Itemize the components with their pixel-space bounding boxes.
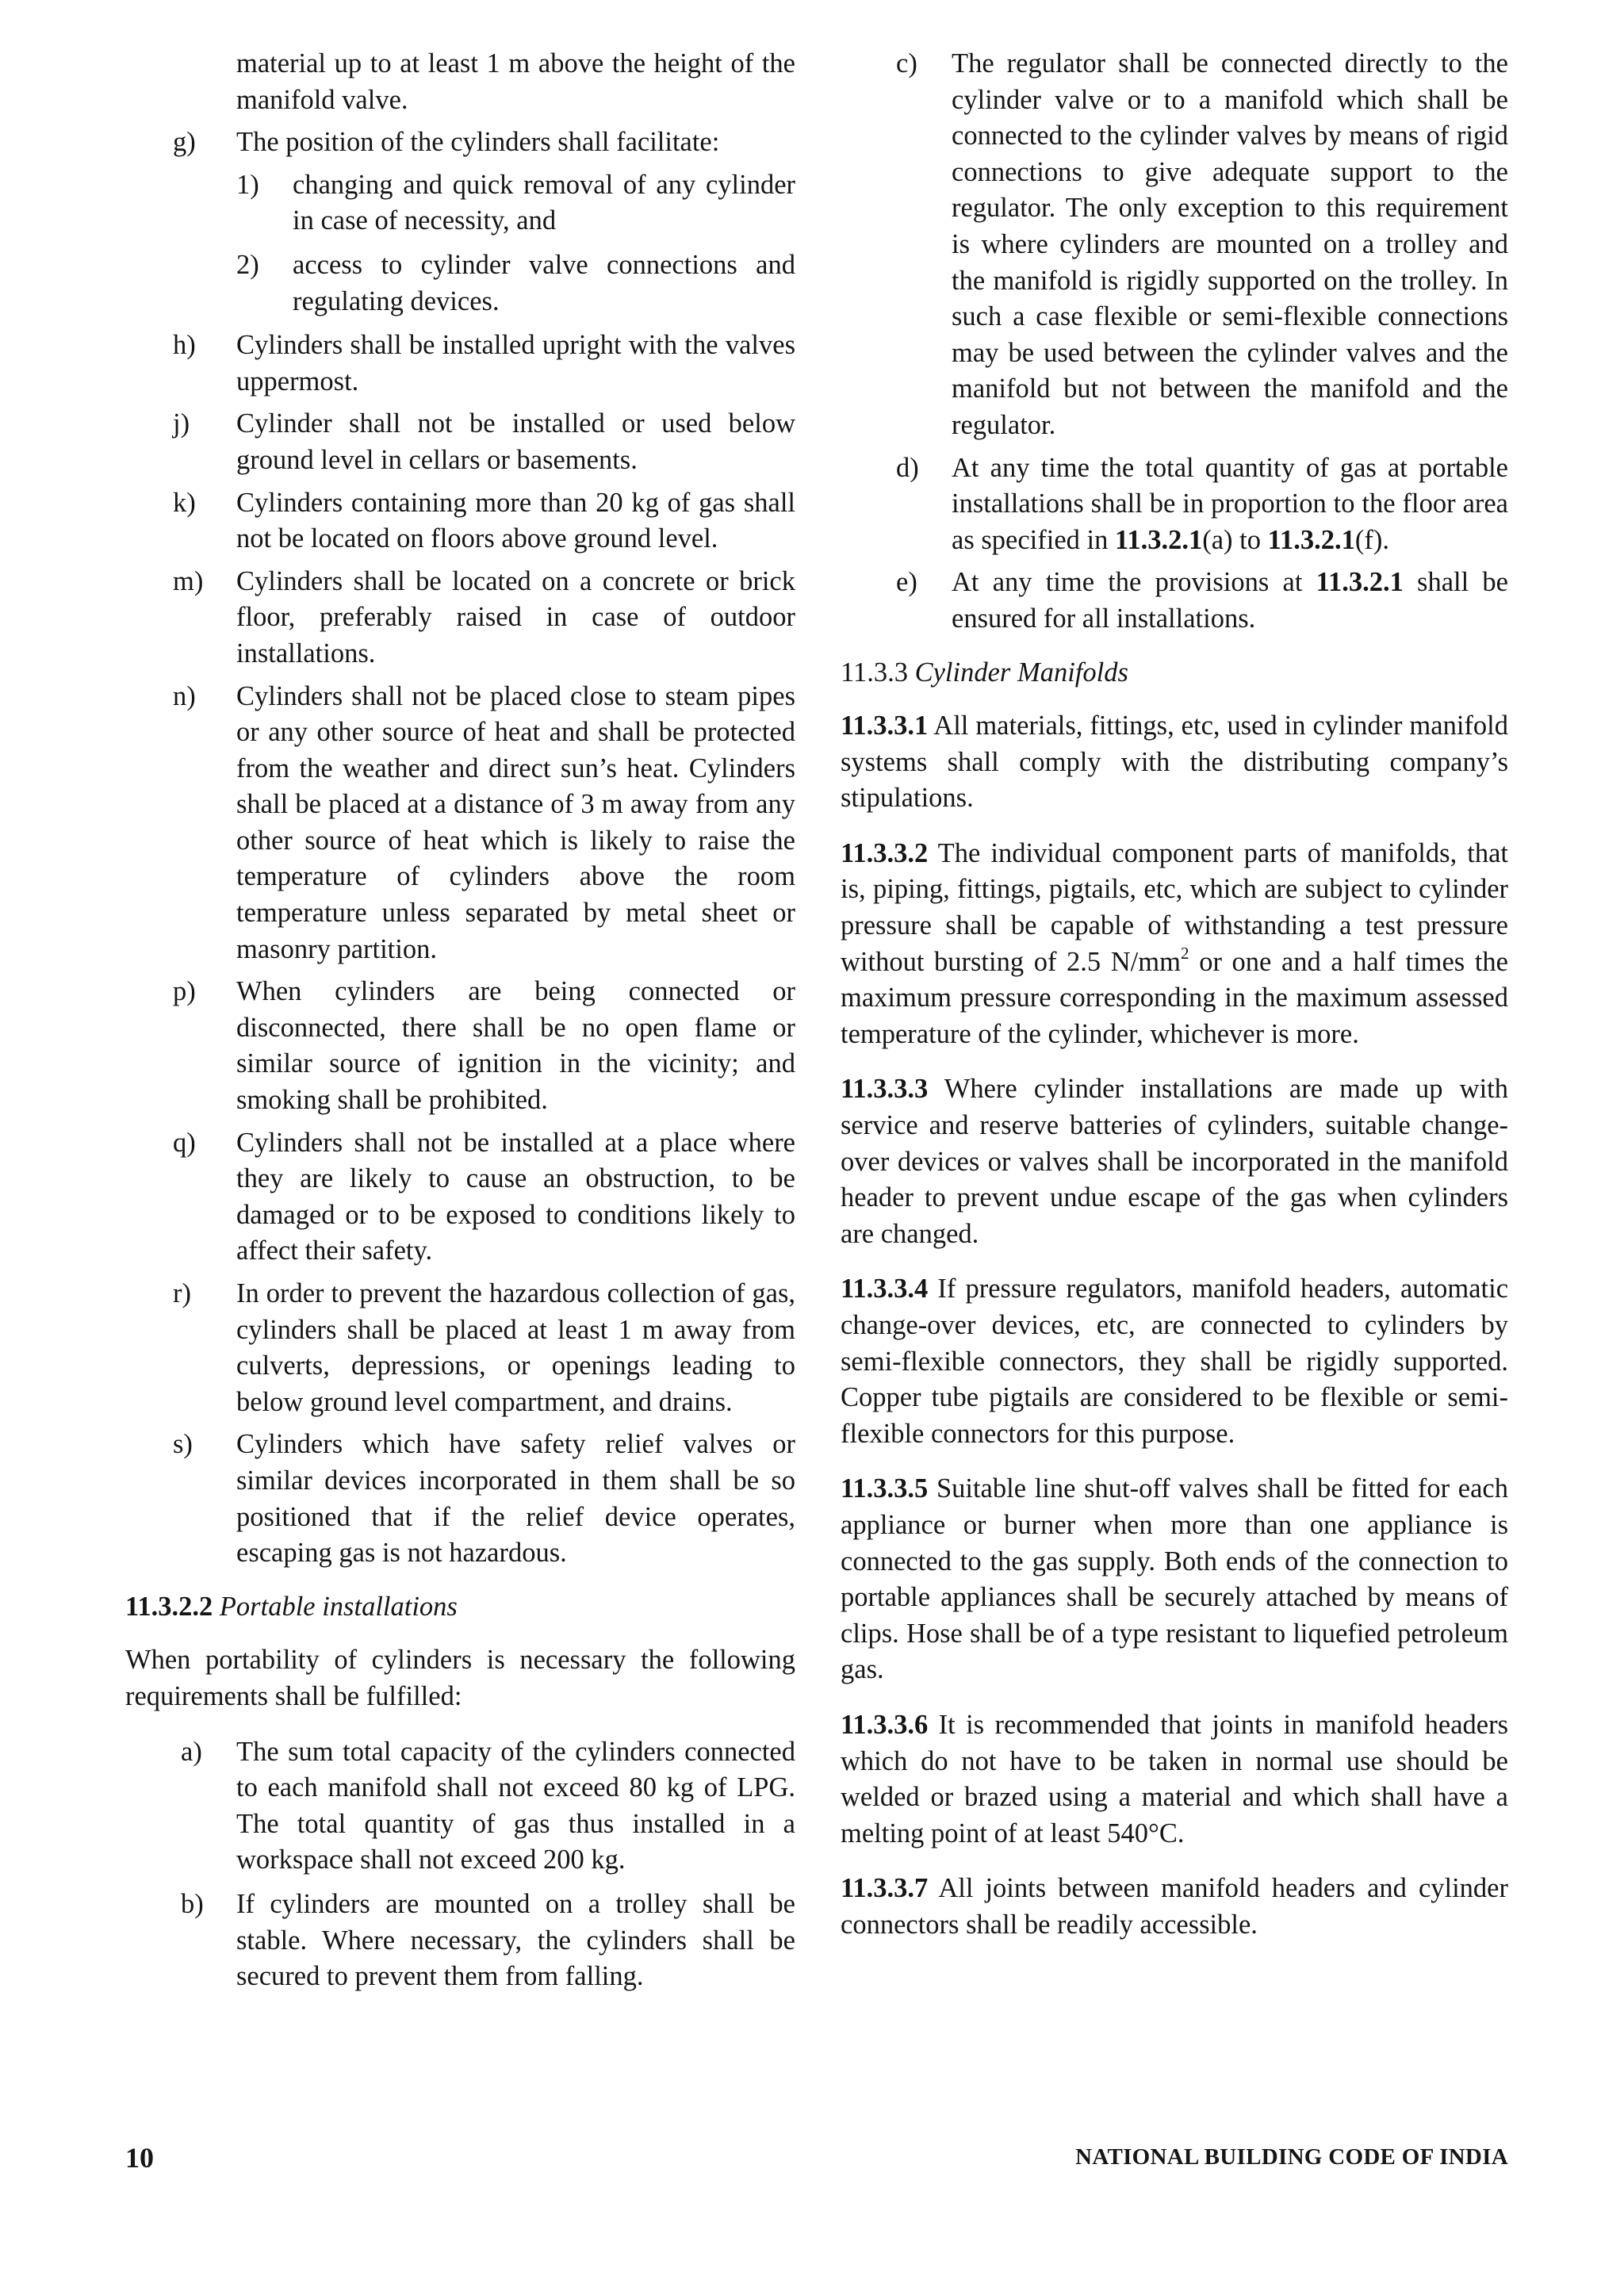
footer-title: NATIONAL BUILDING CODE OF INDIA	[1075, 2144, 1508, 2170]
list-text: The sum total capacity of the cylinders connected to each manifold shall not exceed 80 kg of LPG. The total quantity of gas thus installed in a workspace shall not exceed 200 kg.	[236, 1736, 795, 1875]
list-label: a)	[181, 1736, 202, 1767]
clause-11-3-3-6	[841, 1707, 1508, 1852]
list-item-e	[841, 565, 1508, 637]
clause-text: The individual component parts of manifolds, that is, piping, fittings, pigtails, etc, which are subject to cylinder pressure shall be capable of withstanding a test pressure without bursting of 2.5 N/mm	[841, 837, 1508, 977]
list-label: c)	[896, 48, 917, 79]
portable-intro: When portability of cylinders is necessary the following requirements shall be fulfilled:	[125, 1645, 795, 1711]
list-item-k	[125, 485, 795, 557]
clause-reference-suffix: (f)	[1354, 524, 1383, 555]
list-text: The position of the cylinders shall facilitate:	[236, 127, 720, 158]
clause-number: 11.3.3.4	[841, 1274, 929, 1304]
clause-reference: 11.3.2.1	[1267, 524, 1355, 555]
page-footer	[125, 2141, 1508, 2176]
clause-11-3-3-4	[841, 1271, 1508, 1452]
sublist-label: 1)	[236, 169, 259, 200]
clause-text: All materials, fittings, etc, used in cylinder manifold systems shall comply with the distributing company’s stipulations.	[841, 711, 1508, 814]
list-text: The regulator shall be connected directly to the cylinder valve or to a manifold which shall be connected to the cylinder valves by means of rigid connections to give adequate support to the regulator. The only exception to this requirement is where cylinders are mounted on a trolley and the manifold is rigidly supported on the trolley. In such a case flexible or semi-flexible connections may be used between the cylinder valves and the manifold but not between the manifold and the regulator.	[952, 48, 1508, 440]
list-label: e)	[896, 567, 917, 598]
page-number: 10	[125, 2142, 154, 2174]
list-item-r	[125, 1276, 795, 1420]
clause-number: 11.3.3.2	[841, 837, 929, 868]
section-heading-portable	[125, 1589, 795, 1626]
clause-reference: 11.3.2.1	[1114, 524, 1203, 555]
continued-text: material up to at least 1 m above the height of the manifold valve.	[236, 48, 795, 115]
clause-11-3-3-1	[841, 708, 1508, 817]
clause-text: All joints between manifold headers and cylinder connectors shall be readily accessible.	[841, 1873, 1508, 1940]
clause-text: Suitable line shut-off valves shall be fitted for each appliance or burner when more than one appliance is connected to the gas supply. Both ends of the connection to portable appliances shall be securely attached by means of clips. Hose shall be of a type resistant to liquefied petroleum gas.	[841, 1473, 1508, 1685]
list-item-c	[841, 46, 1508, 444]
list-text: Cylinder shall not be installed or used below ground level in cellars or basements.	[236, 408, 795, 475]
clause-11-3-3-5	[841, 1471, 1508, 1688]
list-text: shall be ensured for all installations.	[952, 567, 1508, 634]
list-text: Cylinders shall be located on a concrete or brick floor, preferably raised in case of outdoor installations.	[236, 565, 795, 669]
sublist-label: 2)	[236, 249, 259, 280]
list-item-s	[125, 1427, 795, 1571]
list-label: g)	[173, 127, 196, 158]
list-item-d	[841, 450, 1508, 559]
right-column	[841, 46, 1508, 1963]
sublist-item-2	[125, 247, 795, 320]
list-text: At any time the total quantity of gas at portable installations shall be in proportion to the floor area as specified in	[952, 452, 1508, 555]
list-item-m	[125, 564, 795, 672]
list-label: m)	[173, 565, 204, 596]
portable-item-b	[125, 1887, 795, 1995]
section-number: 11.3.3	[841, 657, 908, 688]
list-text: to	[1232, 524, 1268, 555]
clause-text: If pressure regulators, manifold headers, automatic change-over devices, etc, are connected to cylinders by semi-flexible connectors, they shall be rigidly supported. Copper tube pigtails are considered to be flexible or semi-flexible connectors for this purpose.	[841, 1274, 1509, 1449]
list-label: r)	[173, 1278, 191, 1308]
clause-number: 11.3.3.1	[841, 711, 929, 741]
list-item-q	[125, 1125, 795, 1270]
list-text: In order to prevent the hazardous collection of gas, cylinders shall be placed at least 1 m away from culverts, depressions, or openings leading to below ground level compartment, and drains.	[236, 1278, 795, 1417]
clause-11-3-3-2	[841, 836, 1508, 1053]
list-label: j)	[173, 408, 190, 439]
section-title: Cylinder Manifolds	[914, 657, 1128, 688]
list-text: Cylinders shall be installed upright with the valves uppermost.	[236, 330, 795, 397]
list-text: Cylinders containing more than 20 kg of gas shall not be located on floors above ground level.	[236, 487, 795, 554]
list-label: k)	[173, 487, 196, 518]
list-label: h)	[173, 330, 196, 361]
section-title: Portable installations	[219, 1591, 458, 1622]
list-label: d)	[896, 452, 919, 483]
sublist-text: access to cylinder valve connections and regulating devices.	[293, 249, 795, 316]
list-text: .	[1382, 524, 1389, 555]
clause-reference: 11.3.2.1	[1316, 567, 1404, 598]
list-item-n	[125, 679, 795, 968]
list-item-p	[125, 974, 795, 1118]
list-text: Cylinders which have safety relief valves or similar devices incorporated in them shall be so positioned that if the relief device operates, escaping gas is not hazardous.	[236, 1429, 795, 1569]
clause-text: It is recommended that joints in manifold headers which do not have to be taken in normal use should be welded or brazed using a material and which shall have a melting point of at least 540°C.	[841, 1709, 1509, 1849]
clause-text: or one and a half times the maximum pressure corresponding in the maximum assessed temperature of the cylinder, whichever is more.	[841, 946, 1508, 1049]
portable-item-a	[125, 1734, 795, 1879]
list-label: n)	[173, 680, 196, 711]
list-text: Cylinders shall not be placed close to steam pipes or any other source of heat and shall be protected from the weather and direct sun’s heat. Cylinders shall be placed at a distance of 3 m away from any other source of heat which is likely to raise the temperature of cylinders above the room temperature unless separated by metal sheet or masonry partition.	[236, 680, 795, 964]
sublist-text: changing and quick removal of any cylinder in case of necessity, and	[293, 169, 795, 236]
sublist-item-1	[125, 167, 795, 239]
section-heading-manifolds	[841, 655, 1508, 692]
clause-number: 11.3.3.6	[841, 1709, 929, 1740]
section-number: 11.3.2.2	[125, 1591, 213, 1622]
clause-number: 11.3.3.3	[841, 1074, 929, 1105]
list-item-j	[125, 406, 795, 478]
clause-text: Where cylinder installations are made up with service and reserve batteries of cylinders, suitable change-over devices or valves shall be incorporated in the manifold header to prevent undue escape of the gas when cylinders are changed.	[841, 1074, 1508, 1249]
list-label: s)	[173, 1429, 193, 1460]
clause-number: 11.3.3.5	[841, 1473, 929, 1504]
clause-11-3-3-7	[841, 1871, 1508, 1943]
list-text: When cylinders are being connected or disconnected, there shall be no open flame or similar source of ignition in the vicinity; and smoking shall be prohibited.	[236, 976, 795, 1116]
list-label: b)	[181, 1888, 204, 1919]
list-text: Cylinders shall not be installed at a place where they are likely to cause an obstruction, to be damaged or to be exposed to conditions likely to affect their safety.	[236, 1127, 795, 1266]
list-label: p)	[173, 976, 196, 1007]
list-item-g	[125, 125, 795, 161]
list-label: q)	[173, 1127, 196, 1158]
list-item-h	[125, 328, 795, 400]
list-text: If cylinders are mounted on a trolley shall be stable. Where necessary, the cylinders shall be secured to prevent them from falling.	[236, 1888, 795, 1992]
list-text: At any time the provisions at	[952, 567, 1316, 598]
superscript: 2	[1180, 943, 1189, 963]
clause-reference-suffix: (a)	[1202, 524, 1233, 555]
clause-11-3-3-3	[841, 1071, 1508, 1252]
left-column	[125, 46, 795, 2003]
clause-number: 11.3.3.7	[841, 1873, 929, 1904]
